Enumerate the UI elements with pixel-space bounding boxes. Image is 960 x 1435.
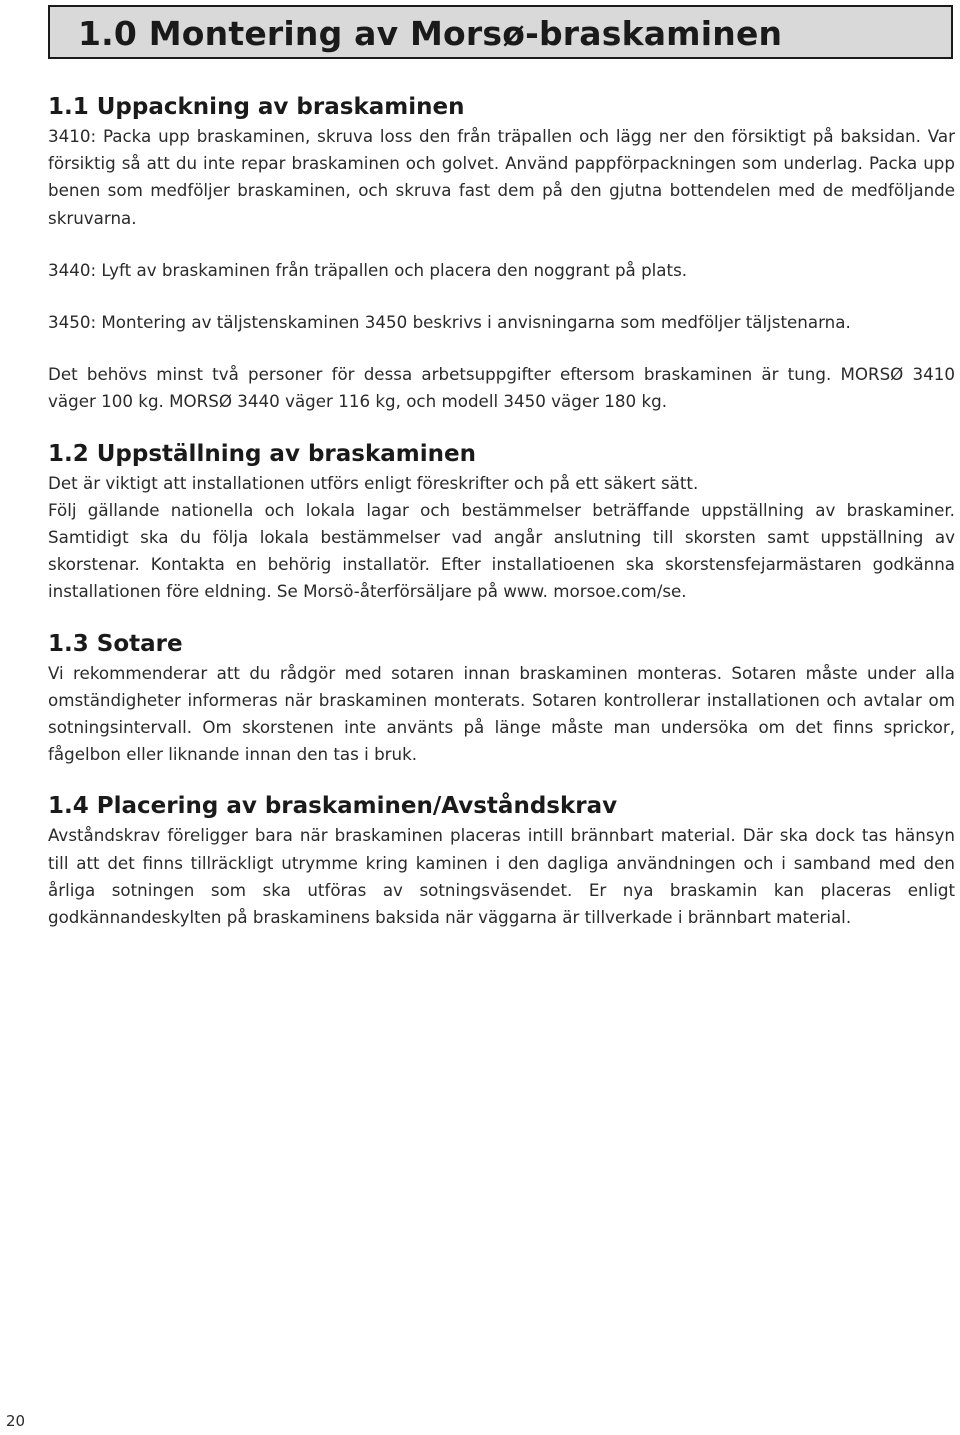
section-heading: 1.4 Placering av braskaminen/Avståndskrav — [48, 793, 618, 820]
section-uppackning — [48, 91, 955, 416]
page-title: 1.0 Montering av Morsø-braskaminen — [78, 14, 783, 53]
paragraph: Det är viktigt att installationen utförs enligt föreskrifter och på ett säkert sätt. — [48, 472, 699, 493]
paragraph: Följ gällande nationella och lokala lagar och bestämmelser beträffande uppställning av braskaminer. Samtidigt ska du följa lokala bestämmelser vad angår anslutning till skorsten samt uppställning av skorstenar. Kontakta en behörig installatör. Efter installatioenen ska skorstensfejarmästaren godkänna installationen före eldning. Se Morsö-återförsäljare på www. morsoe.com/se. — [48, 499, 955, 602]
section-sotare — [48, 628, 955, 769]
page-number: 20 — [6, 1412, 26, 1430]
section-heading: 1.2 Uppställning av braskaminen — [48, 440, 476, 467]
section-placering — [48, 790, 955, 931]
paragraph: Det behövs minst två personer för dessa arbetsuppgifter eftersom braskaminen är tung. MORSØ 3410 väger 100 kg. MORSØ 3440 väger 116 kg, och modell 3450 väger 180 kg. — [48, 364, 955, 412]
paragraph: 3450: Montering av täljstenskaminen 3450 beskrivs i anvisningarna som medföljer täljstenarna. — [48, 312, 851, 333]
title-box — [48, 5, 953, 59]
section-uppstallning — [48, 438, 955, 606]
section-heading: 1.1 Uppackning av braskaminen — [48, 94, 465, 120]
paragraph: 3410: Packa upp braskaminen, skruva loss den från träpallen och lägg ner den försiktigt på baksidan. Var försiktig så att du inte repar braskaminen och golvet. Använd pappförpackningen som underlag. Packa upp benen som medföljer braskaminen, och skruva fast dem på den gjutna bottendelen med de medföljande skruvarna. — [48, 126, 955, 228]
section-heading: 1.3 Sotare — [48, 630, 183, 657]
document-body — [48, 91, 955, 931]
paragraph: Vi rekommenderar att du rådgör med sotaren innan braskaminen monteras. Sotaren måste under alla omständigheter informeras när braskaminen monterats. Sotaren kontrollerar installationen och avtalar om sotningsintervall. Om skorstenen inte använts på länge måste man undersöka om det finns sprickor, fågelbon eller liknande innan den tas i bruk. — [48, 662, 955, 765]
paragraph: 3440: Lyft av braskaminen från träpallen och placera den noggrant på plats. — [48, 259, 688, 280]
paragraph: Avståndskrav föreligger bara när braskaminen placeras intill brännbart material. Där ska dock tas hänsyn till att det finns tillräckligt utrymme kring kaminen i den dagliga användningen och i samband med den årliga sotningen som ska utföras av sotningsväsendet. Er nya braskamin kan placeras enligt godkännandeskylten på braskaminens baksida när väggarna är tillverkade i brännbart material. — [48, 825, 955, 928]
